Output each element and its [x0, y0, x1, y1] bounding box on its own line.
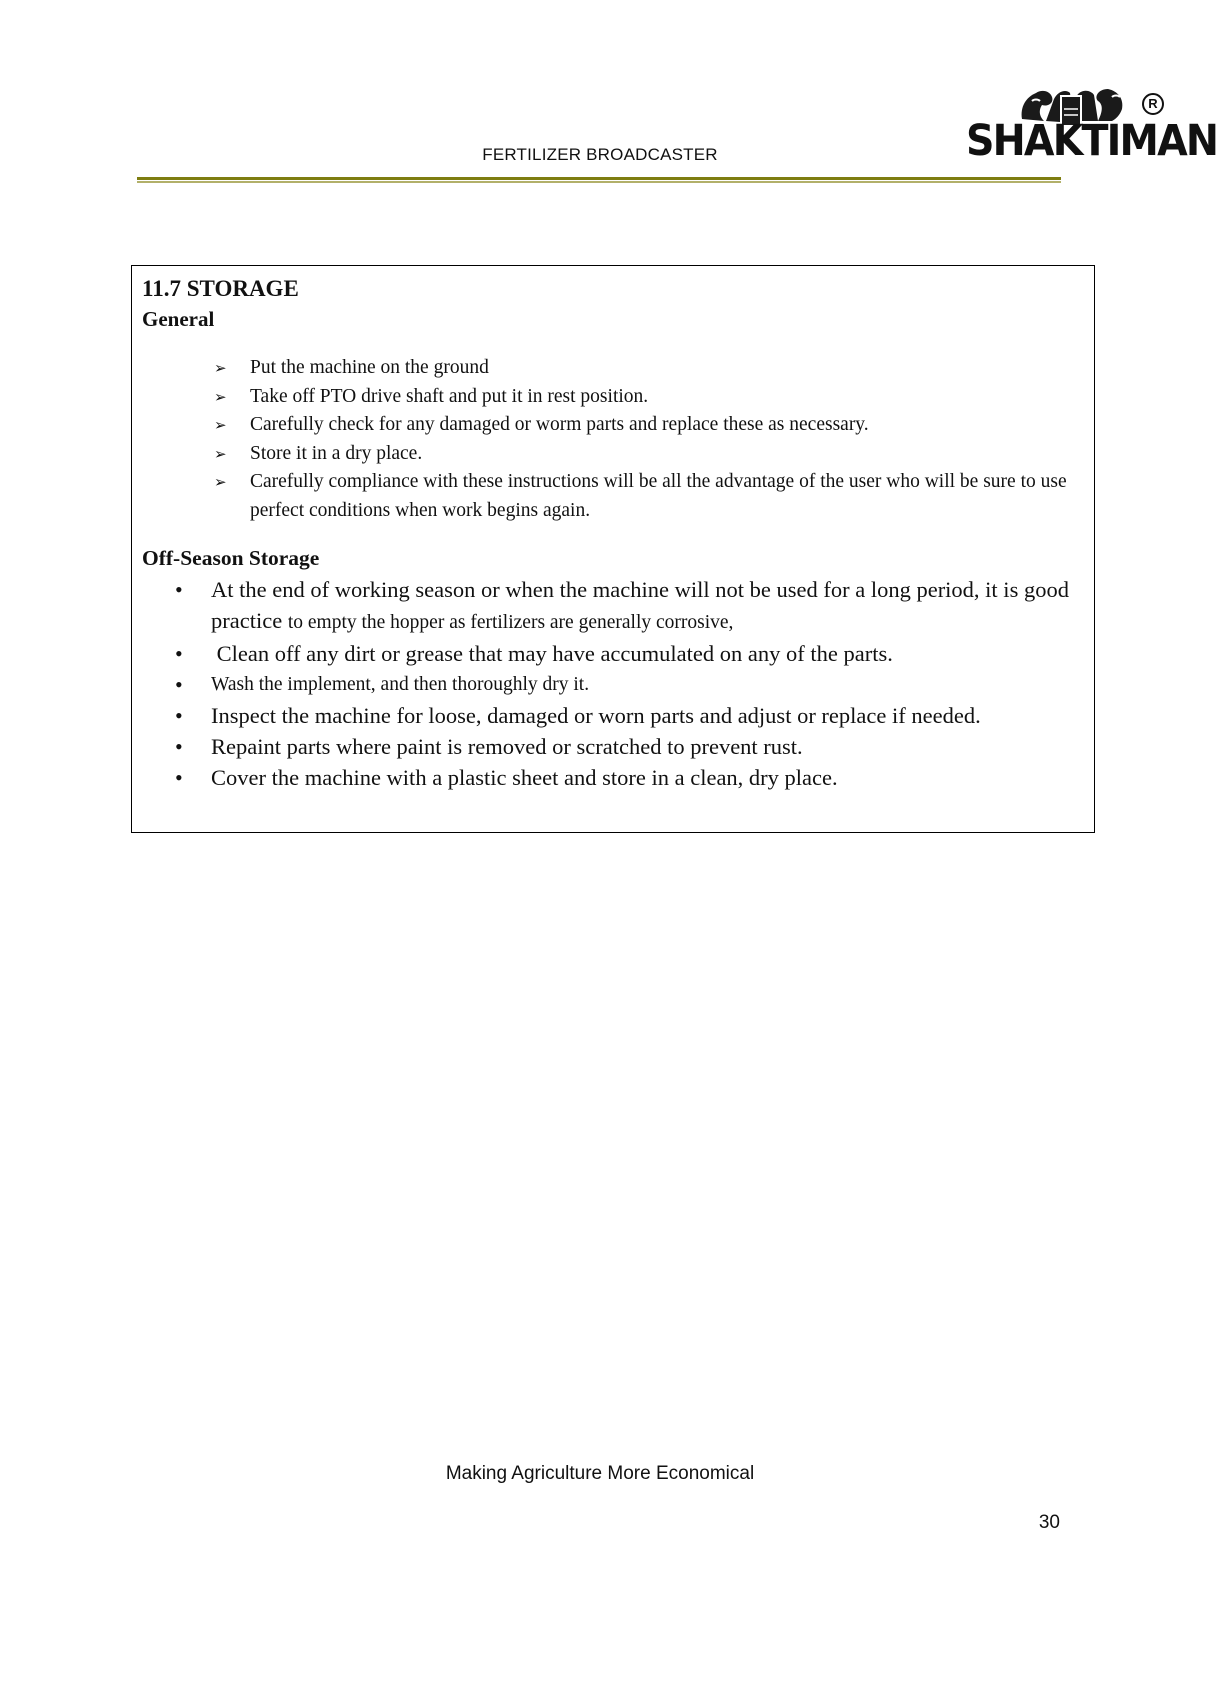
list-item: • Repaint parts where paint is removed or scratched to prevent rust. [175, 731, 1075, 762]
general-list [214, 354, 1074, 525]
section-title: 11.7 STORAGE [142, 276, 299, 301]
list-item: • At the end of working season or when the machine will not be used for a long period, it is good practice to empty the hopper as fertilizers are generally corrosive, [175, 574, 1075, 638]
dot-bullet-icon: • [175, 703, 183, 728]
list-item: • Inspect the machine for loose, damaged or worn parts and adjust or replace if needed. [175, 700, 1075, 731]
dot-bullet-icon: • [175, 672, 183, 697]
list-item: • Cover the machine with a plastic sheet and store in a clean, dry place. [175, 762, 1075, 793]
logo-wordmark: SHAKTIMAN [966, 116, 1217, 166]
storage-section-box [131, 265, 1095, 833]
list-item: ➢ Take off PTO drive shaft and put it in rest position. [214, 383, 1074, 412]
list-item: ➢ Store it in a dry place. [214, 440, 1074, 469]
list-item: • Wash the implement, and then thoroughly dry it. [175, 669, 1075, 700]
dot-bullet-icon: • [175, 641, 183, 666]
arrow-bullet-icon: ➢ [214, 387, 227, 406]
off-season-heading: Off-Season Storage [142, 546, 320, 570]
header-title: FERTILIZER BROADCASTER [482, 145, 718, 164]
off-season-list [175, 574, 1075, 793]
list-item: ➢ Put the machine on the ground [214, 354, 1074, 383]
footer-tagline: Making Agriculture More Economical [445, 1463, 755, 1484]
header-rule [137, 177, 1061, 183]
general-heading: General [142, 307, 215, 331]
list-item: ➢ Carefully check for any damaged or worm parts and replace these as necessary. [214, 411, 1074, 440]
list-item: ➢ Carefully compliance with these instructions will be all the advantage of the user who will be sure to use perfect conditions when work begins again. [214, 468, 1074, 525]
page-number: 30 [1038, 1512, 1060, 1533]
arrow-bullet-icon: ➢ [214, 444, 227, 463]
list-item: • Clean off any dirt or grease that may have accumulated on any of the parts. [175, 638, 1075, 669]
dot-bullet-icon: • [175, 734, 183, 759]
dot-bullet-icon: • [175, 765, 183, 790]
registered-mark-icon: R [1142, 93, 1164, 115]
shaktiman-logo [962, 79, 1217, 171]
arrow-bullet-icon: ➢ [214, 473, 227, 491]
arrow-bullet-icon: ➢ [214, 359, 227, 377]
dot-bullet-icon: • [175, 577, 183, 602]
arrow-bullet-icon: ➢ [214, 416, 227, 434]
